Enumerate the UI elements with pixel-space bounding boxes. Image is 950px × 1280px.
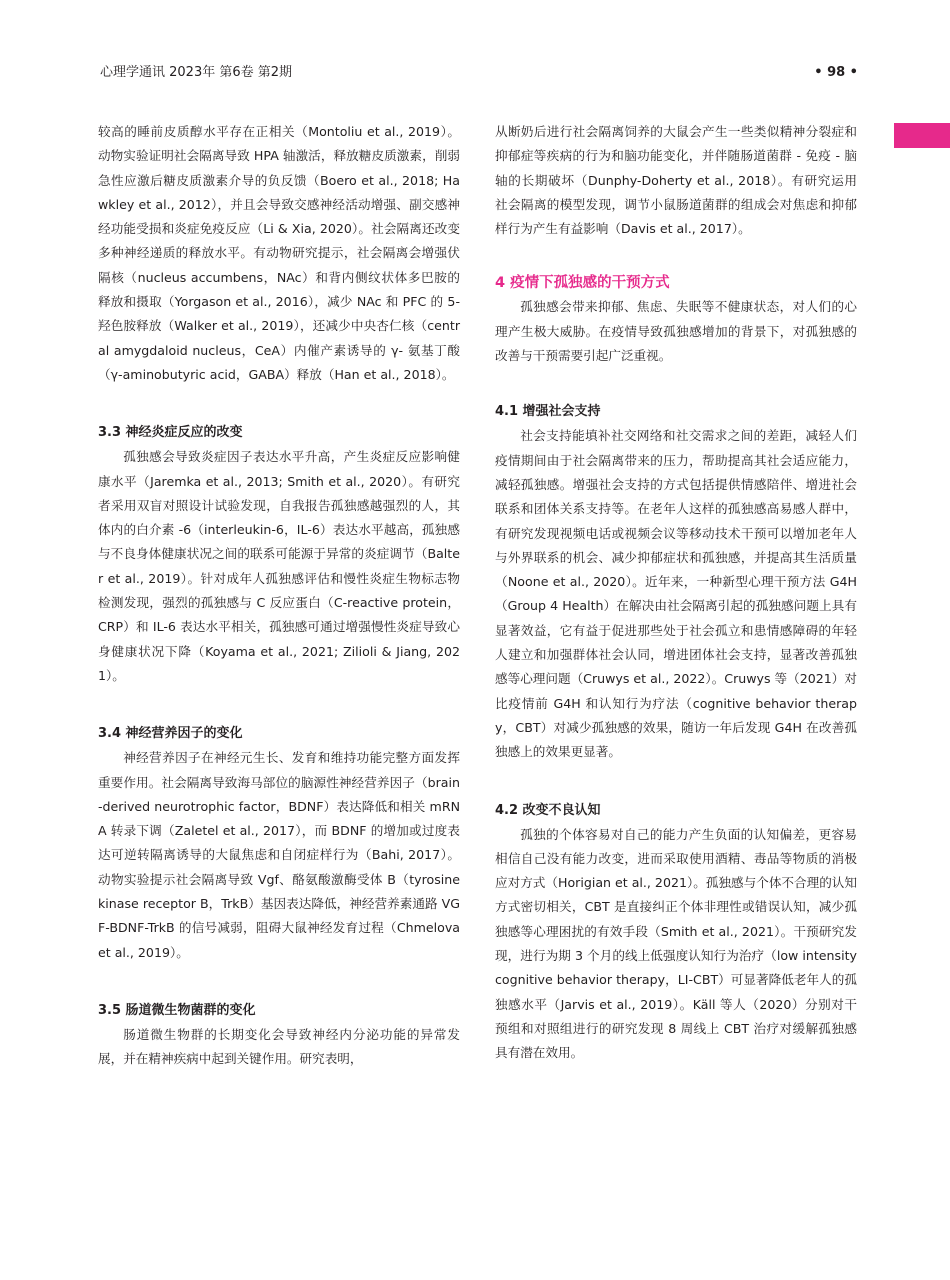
right-column	[495, 120, 857, 1066]
continuation-paragraph: 从断奶后进行社会隔离饲养的大鼠会产生一些类似精神分裂症和抑郁症等疾病的行为和脑功能变化，并伴随肠道菌群 - 免疫 - 脑轴的长期破坏（Dunphy-Doherty et al., 2018）。有研究运用社会隔离的模型发现，调节小鼠肠道菌群的组成会对焦虑和抑郁样行为产生有益影响（Davis et al., 2017）。	[495, 124, 857, 237]
running-header	[100, 63, 858, 85]
section-3-5-paragraph: 肠道微生物群的长期变化会导致神经内分泌功能的异常发展，并在精神疾病中起到关键作用。研究表明，	[98, 1026, 460, 1067]
section-4-1-heading: 4.1 增强社会支持	[495, 404, 601, 420]
page-number: • 98 •	[814, 65, 858, 80]
section-4-heading: 4 疫情下孤独感的干预方式	[495, 275, 670, 292]
journal-title: 心理学通讯 2023年 第6卷 第2期	[100, 65, 293, 80]
section-3-4-paragraph: 神经营养因子在神经元生长、发育和维持功能完整方面发挥重要作用。社会隔离导致海马部位的脑源性神经营养因子（brain-derived neurotrophic factor，BDNF）表达降低和相关 mRNA 转录下调（Zaletel et al., 2017），而 BDNF 的增加或过度表达可逆转隔离诱导的大鼠焦虑和自闭症样行为（Bahi, 2017）。动物实验提示社会隔离导致 Vgf、酪氨酸激酶受体 B（tyrosine kinase receptor B，TrkB）基因表达降低，神经营养素通路 VGF-BDNF-TrkB 的信号减弱，阻碍大鼠神经发育过程（Chmelova et al., 2019）。	[98, 750, 460, 960]
section-3-3-heading: 3.3 神经炎症反应的改变	[98, 425, 243, 441]
section-4-1-paragraph: 社会支持能填补社交网络和社交需求之间的差距，减轻人们疫情期间由于社会隔离带来的压力，帮助提高其社会适应能力，减轻孤独感。增强社会支持的方式包括提供情感陪伴、增进社会联系和团体关系支持等。在老年人这样的孤独感高易感人群中，有研究发现视频电话或视频会议等移动技术干预可以增加老年人与外界联系的机会、减少抑郁症状和孤独感，并提高其生活质量（Noone et al., 2020）。近年来，一种新型心理干预方法 G4H（Group 4 Health）在解决由社会隔离引起的孤独感问题上具有显著效益，它有益于促进那些处于社会孤立和患情感障碍的年轻人建立和加强群体社会认同，增进团体社会支持，显著改善孤独感等心理问题（Cruwys et al., 2022）。Cruwys 等（2021）对比疫情前 G4H 和认知行为疗法（cognitive behavior therapy，CBT）对减少孤独感的效果，随访一年后发现 G4H 在改善孤独感上的效果更显著。	[495, 428, 857, 760]
left-column	[98, 120, 460, 1072]
section-3-5-heading: 3.5 肠道微生物菌群的变化	[98, 1002, 256, 1018]
section-4-paragraph: 孤独感会带来抑郁、焦虑、失眠等不健康状态，对人们的心理产生极大威胁。在疫情导致孤独感增加的背景下，对孤独感的改善与干预需要引起广泛重视。	[495, 299, 857, 364]
section-4-2-paragraph: 孤独的个体容易对自己的能力产生负面的认知偏差，更容易相信自己没有能力改变，进而采取使用酒精、毒品等物质的消极应对方式（Horigian et al., 2021）。孤独感与个体不合理的认知方式密切相关，CBT 是直接纠正个体非理性或错误认知，减少孤独感等心理困扰的有效手段（Smith et al., 2021）。干预研究发现，进行为期 3 个月的线上低强度认知行为治疗（low intensity cognitive behavior therapy，LI-CBT）可显著降低老年人的孤独感水平（Jarvis et al., 2019）。Käll 等人（2020）分别对干预组和对照组进行的研究发现 8 周线上 CBT 治疗对缓解孤独感具有潜在效用。	[495, 826, 857, 1061]
section-3-4-heading: 3.4 神经营养因子的变化	[98, 726, 243, 742]
section-4-2-heading: 4.2 改变不良认知	[495, 802, 601, 818]
section-tab-marker	[894, 123, 950, 148]
continuation-paragraph: 较高的睡前皮质醇水平存在正相关（Montoliu et al., 2019）。动物实验证明社会隔离导致 HPA 轴激活，释放糖皮质激素，削弱急性应激后糖皮质激素介导的负反馈（Boero et al., 2018; Hawkley et al., 2012），并且会导致交感神经活动增强、副交感神经功能受损和炎症免疫反应（Li & Xia, 2020）。社会隔离还改变多种神经递质的释放水平。有动物研究提示，社会隔离会增强伏隔核（nucleus accumbens，NAc）和背内侧纹状体多巴胺的释放和摄取（Yorgason et al., 2016），减少 NAc 和 PFC 的 5- 羟色胺释放（Walker et al., 2019），还减少中央杏仁核（central amygdaloid nucleus，CeA）内催产素诱导的 γ- 氨基丁酸（γ-aminobutyric acid，GABA）释放（Han et al., 2018）。	[98, 124, 460, 382]
section-3-3-paragraph: 孤独感会导致炎症因子表达水平升高，产生炎症反应影响健康水平（Jaremka et al., 2013; Smith et al., 2020）。有研究者采用双盲对照设计试验发现，自我报告孤独感越强烈的人，其体内的白介素 -6（interleukin-6，IL-6）表达水平越高，孤独感与不良身体健康状况之间的联系可能源于异常的炎症调节（Balter et al., 2019）。针对成年人孤独感评估和慢性炎症生物标志物检测发现，强烈的孤独感与 C 反应蛋白（C-reactive protein，CRP）和 IL-6 表达水平相关，孤独感可通过增强慢性炎症导致心身健康状况下降（Koyama et al., 2021; Zilioli & Jiang, 2021）。	[98, 449, 460, 683]
